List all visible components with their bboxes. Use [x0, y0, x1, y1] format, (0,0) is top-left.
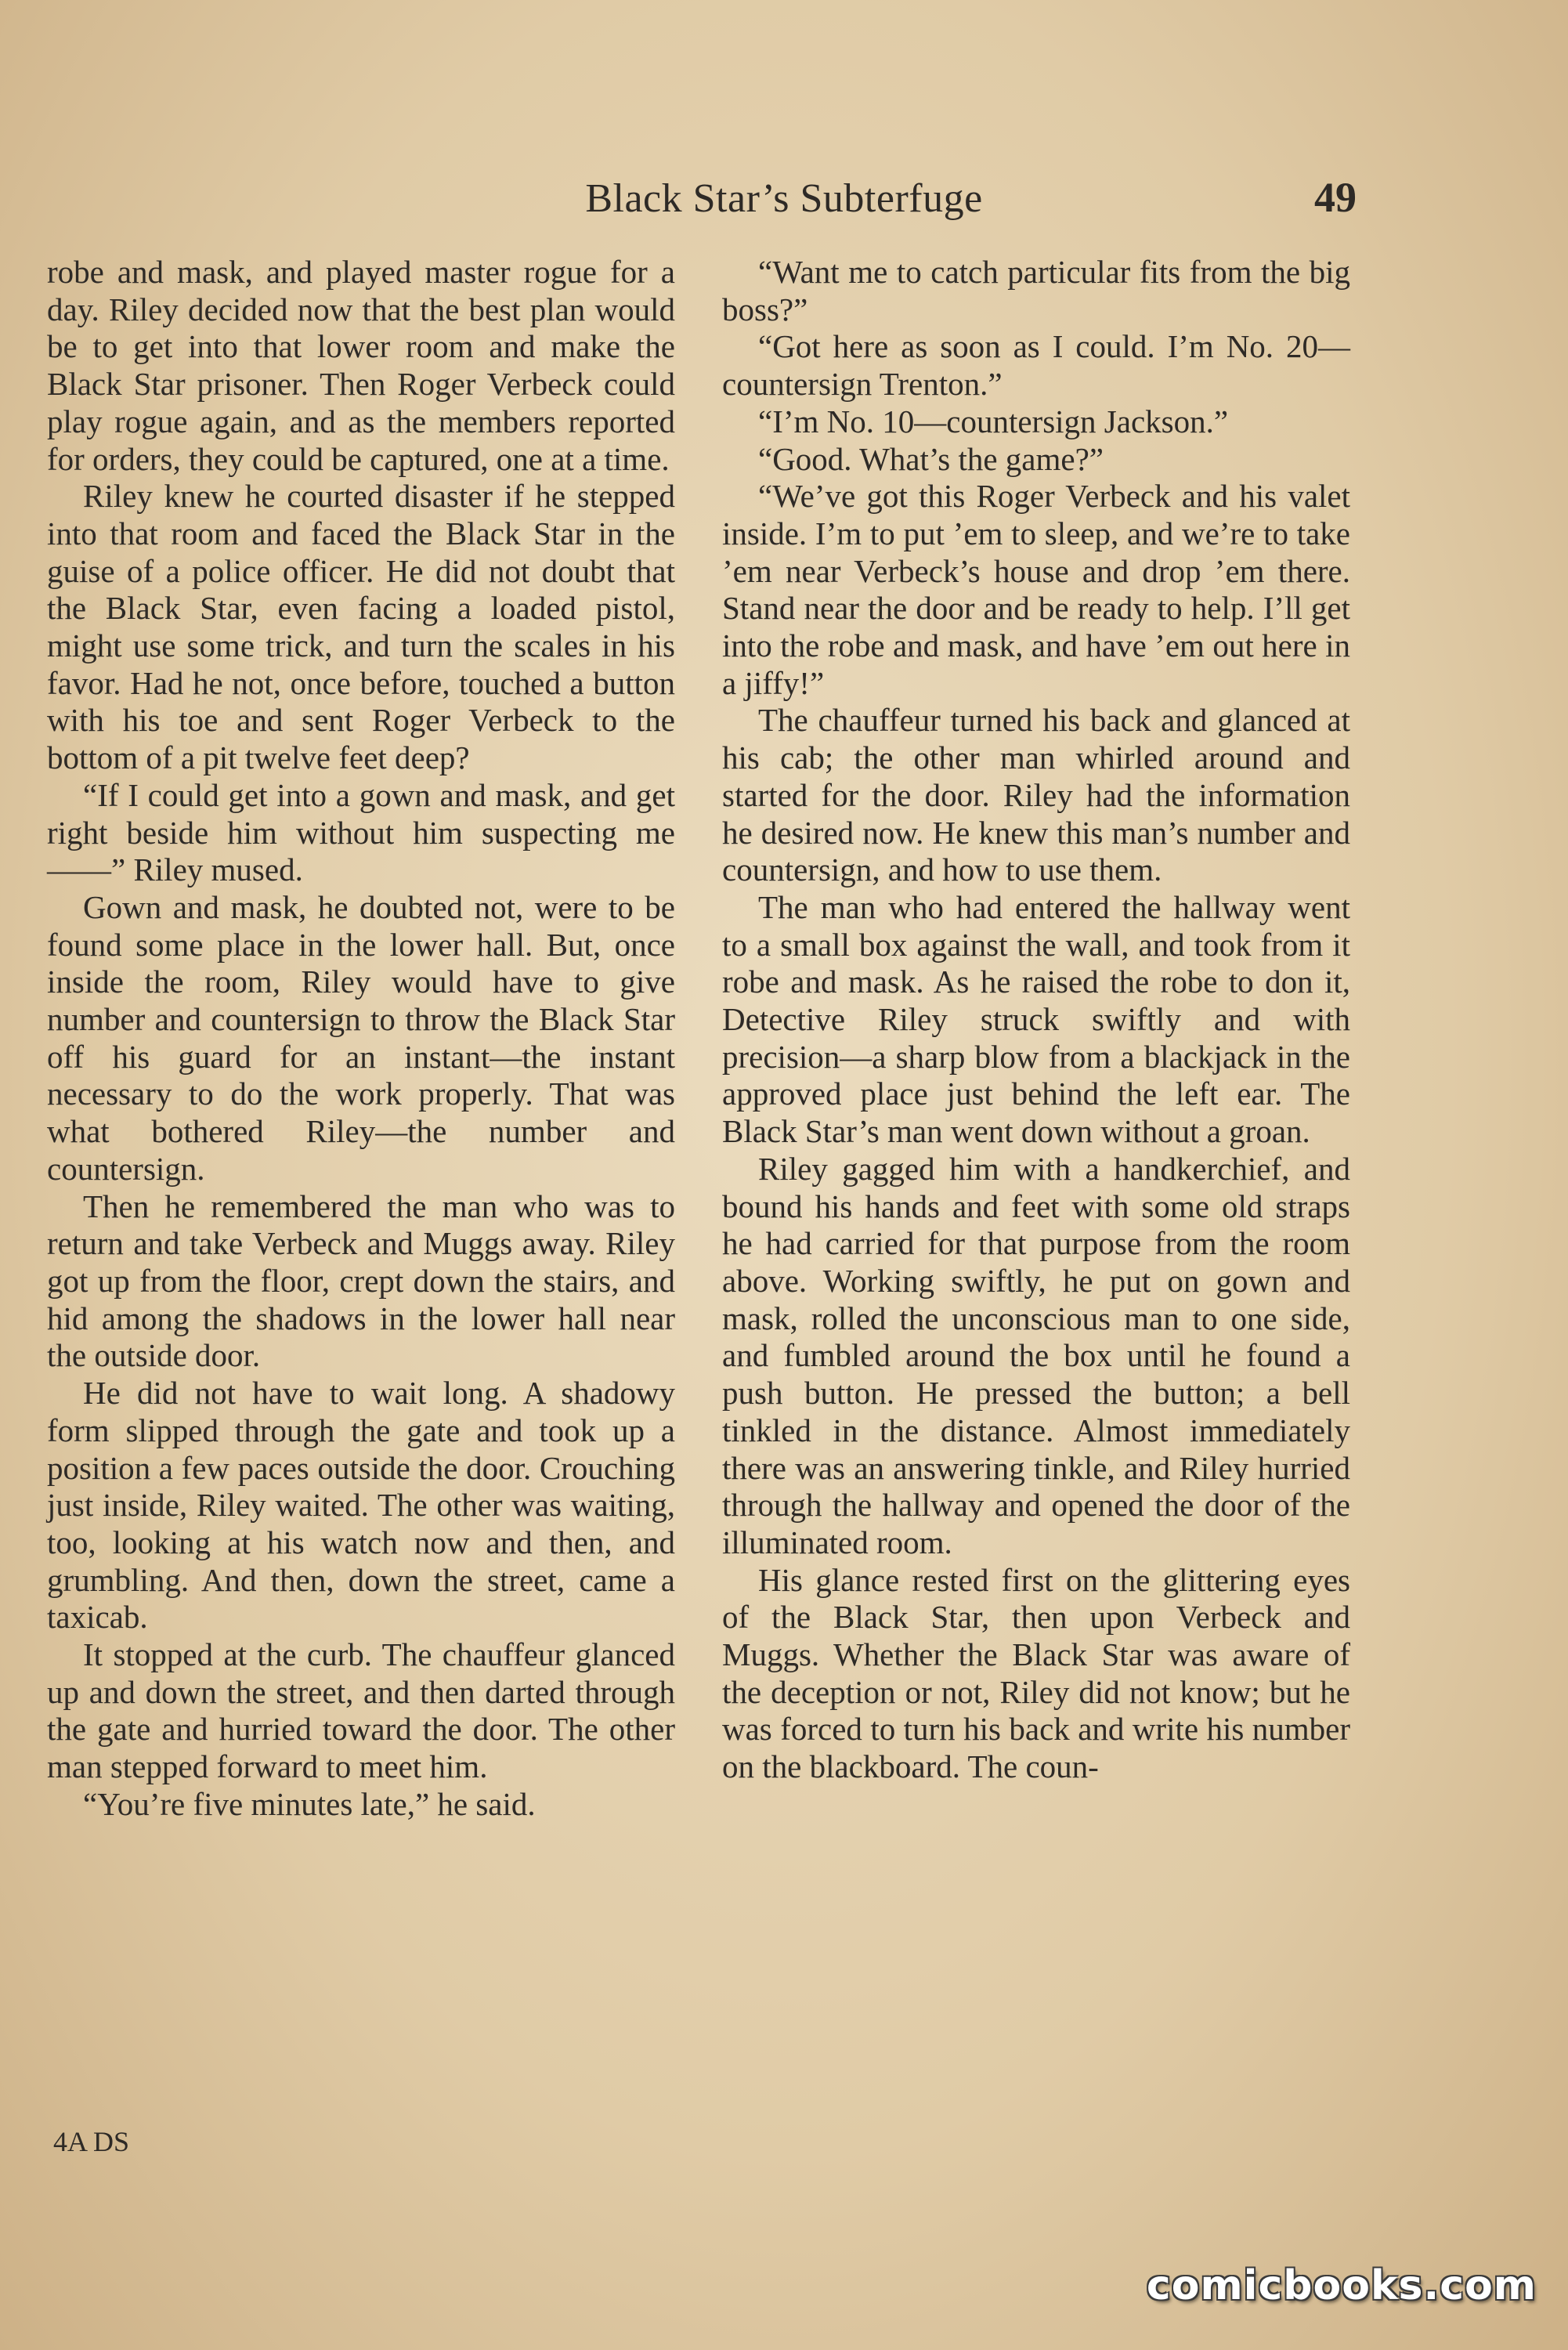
- paragraph: The man who had entered the hallway went to a small box against the wall, and took from it robe and mask. As he raised the robe to don it, Detective Riley struck swiftly and with precision—a sharp blow from a blackjack in the approved place just behind the left ear. The Black Star’s man went down without a groan.: [722, 888, 1350, 1150]
- paragraph: Then he remembered the man who was to return and take Verbeck and Muggs away. Riley got up from the floor, crept down the stairs, and hid among the shadows in the lower hall near the outside door.: [47, 1188, 675, 1374]
- paragraph: “Want me to catch particular fits from the big boss?”: [722, 254, 1350, 327]
- paragraph: He did not have to wait long. A shadowy form slipped through the gate and took up a position a few paces outside the door. Crouching just inside, Riley waited. The other was waiting, too, looking at his watch now and then, and grumbling. And then, down the street, came a taxicab.: [47, 1375, 675, 1636]
- paragraph: Riley gagged him with a handkerchief, and bound his hands and feet with some old straps he had carried for that purpose from the room above. Working swiftly, he put on gown and mask, rolled the unconscious man to one side, and fumbled around the box until he found a push button. He pressed the button; a bell tinkled in the distance. Almost immediately there was an answering tinkle, and Riley hurried through the hallway and opened the door of the illuminated room.: [722, 1150, 1350, 1560]
- paragraph: Riley knew he courted disaster if he stepped into that room and faced the Black Star in the guise of a police officer. He did not doubt that the Black Star, even facing a loaded pistol, might use some trick, and turn the scales in his favor. Had he not, once before, touched a button with his toe and sent Roger Verbeck to the bottom of a pit twelve feet deep?: [47, 478, 675, 776]
- paragraph: The chauffeur turned his back and glanced at his cab; the other man whirled around and started for the door. Riley had the information he desired now. He knew this man’s number and countersign, and how to use them.: [722, 702, 1350, 888]
- paragraph: robe and mask, and played master rogue for a day. Riley decided now that the best plan would be to get into that lower room and make the Black Star prisoner. Then Roger Verbeck could play rogue again, and as the members reported for orders, they could be captured, one at a time.: [47, 254, 675, 477]
- paragraph: “If I could get into a gown and mask, and get right beside him without him suspecting me——” Riley mused.: [47, 776, 675, 888]
- paragraph: “Got here as soon as I could. I’m No. 20—countersign Trenton.”: [722, 328, 1350, 403]
- paragraph: Gown and mask, he doubted not, were to be found some place in the lower hall. But, once inside the room, Riley would have to give number and countersign to throw the Black Star off his guard for an instant—the instant necessary to do the work properly. That was what bothered Riley—the number and countersign.: [47, 888, 675, 1187]
- paragraph: “Good. What’s the game?”: [758, 440, 1104, 477]
- site-watermark: comicbooks.com: [1146, 2262, 1537, 2309]
- right-text-column: [722, 254, 1350, 1786]
- page-number: 49: [1314, 174, 1357, 221]
- paragraph: His glance rested first on the glittering eyes of the Black Star, then upon Verbeck and Muggs. Whether the Black Star was aware of the deception or not, Riley did not know; but he was forced to turn his back and write his number on the blackboard. The coun-: [722, 1561, 1350, 1785]
- paragraph: “I’m No. 10—countersign Jackson.”: [758, 403, 1229, 439]
- running-header-title: Black Star’s Subterfuge: [585, 176, 983, 221]
- printer-signature-mark: 4A DS: [53, 2126, 130, 2157]
- paragraph: It stopped at the curb. The chauffeur glanced up and down the street, and then darted through the gate and hurried toward the door. The other man stepped forward to meet him.: [47, 1636, 675, 1785]
- left-text-column: [47, 254, 675, 1824]
- paragraph: “You’re five minutes late,” he said.: [83, 1785, 536, 1822]
- paragraph: “We’ve got this Roger Verbeck and his valet inside. I’m to put ’em to sleep, and we’re to take ’em near Verbeck’s house and drop ’em there. Stand near the door and be ready to help. I’ll get into the robe and mask, and have ’em out here in a jiffy!”: [722, 478, 1350, 701]
